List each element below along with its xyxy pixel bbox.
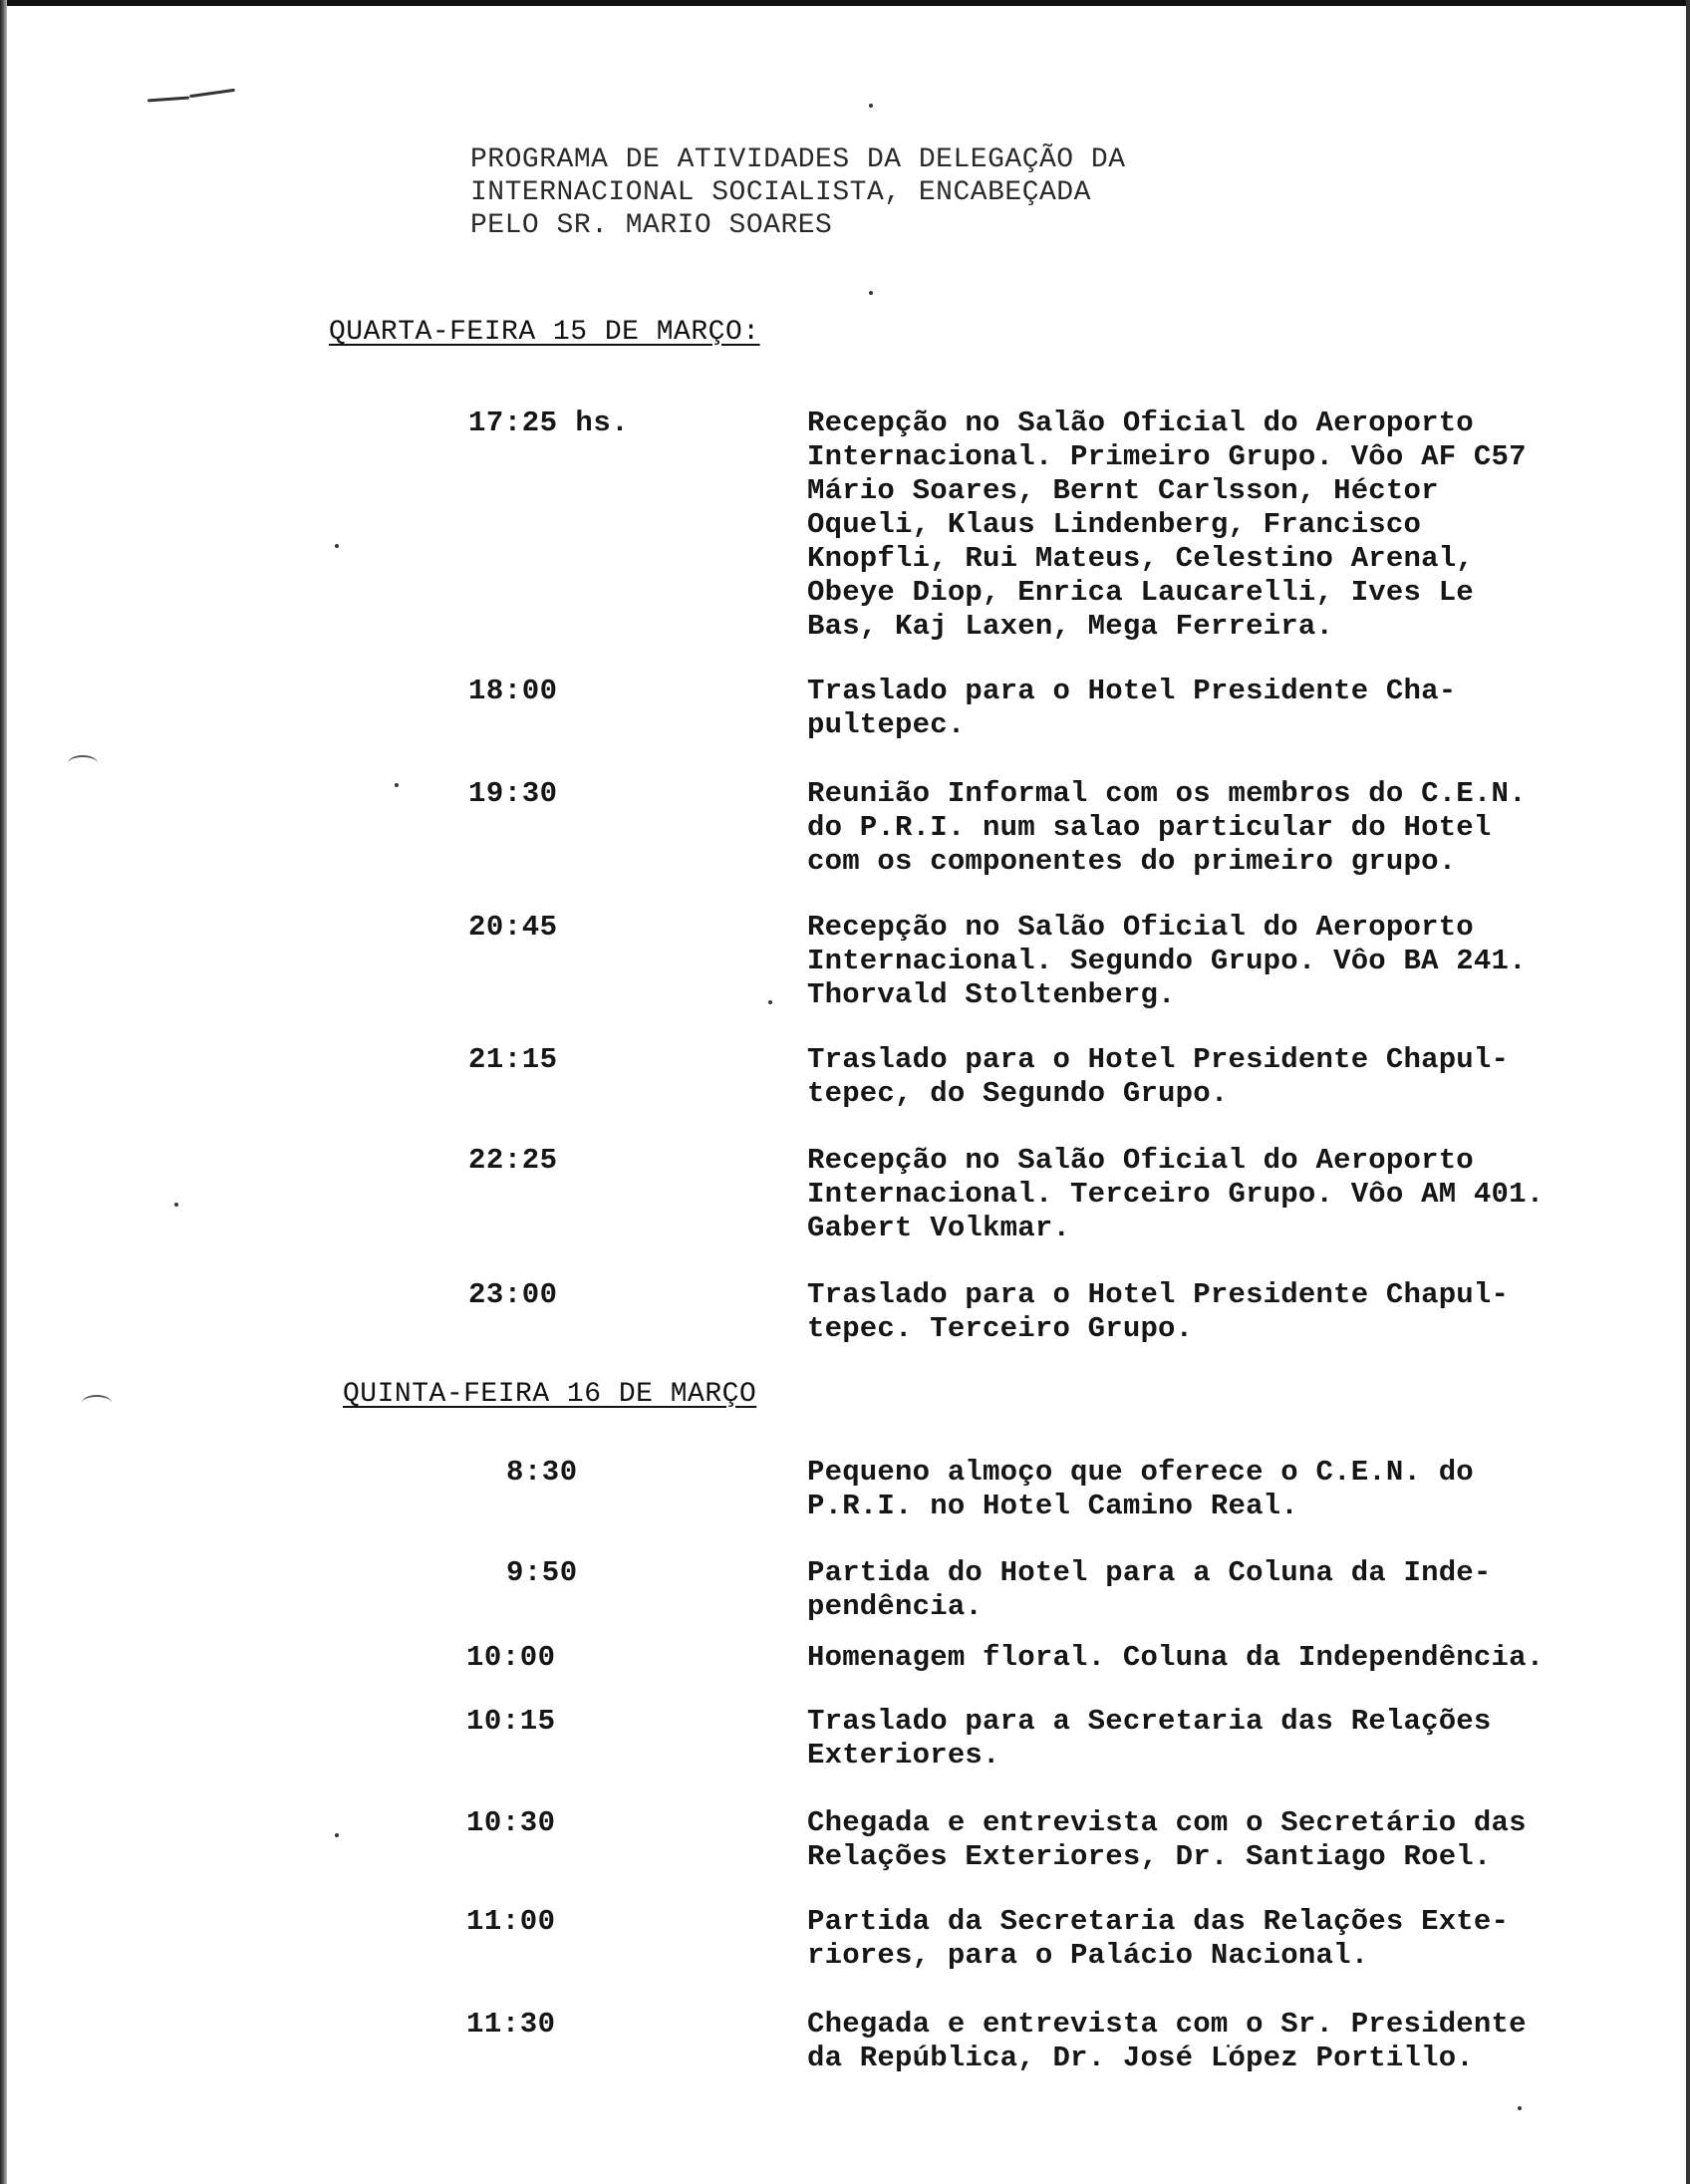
scan-artifact-curve (68, 755, 98, 771)
scan-speck (1518, 2106, 1522, 2110)
day-heading: QUINTA-FEIRA 16 DE MARÇO (343, 1379, 757, 1410)
title-line: INTERNACIONAL SOCIALISTA, ENCABEÇADA (470, 177, 1091, 208)
scan-artifact-curve (82, 1395, 112, 1411)
document-title (470, 143, 1126, 242)
scan-speck (768, 1000, 772, 1004)
entry-description: Chegada e entrevista com o Sr. Presidente da República, Dr. José López Portillo. (807, 2008, 1527, 2074)
scan-speck (174, 1203, 178, 1207)
entry-description: Traslado para o Hotel Presidente Chapul- tepec, do Segundo Grupo. (807, 1043, 1510, 1110)
entry-description: Chegada e entrevista com o Secretário das Relações Exteriores, Dr. Santiago Roel. (807, 1806, 1527, 1873)
entry-time: 18:00 (468, 675, 558, 707)
entry-time: 10:00 (466, 1641, 556, 1674)
entry-time: 20:45 (468, 911, 558, 944)
scan-border-top (0, 0, 1690, 6)
entry-time: 19:30 (468, 777, 558, 810)
entry-description: Reunião Informal com os membros do C.E.N. do P.R.I. num salao particular do Hotel com os componentes do primeiro grupo. (807, 777, 1527, 878)
entry-time: 17:25 hs. (468, 407, 630, 439)
entry-time: 22:25 (468, 1144, 558, 1177)
entry-time: 10:15 (466, 1705, 556, 1738)
entry-description: Recepção no Salão Oficial do Aeroporto Internacional. Segundo Grupo. Vôo BA 241. Thorvald Stoltenberg. (807, 911, 1527, 1011)
scan-border-right (1686, 0, 1690, 2184)
entry-time: 21:15 (468, 1043, 558, 1076)
entry-description: Pequeno almoço que oferece o C.E.N. do P.R.I. no Hotel Camino Real. (807, 1456, 1474, 1522)
entry-description: Homenagem floral. Coluna da Independência. (807, 1641, 1545, 1674)
entry-description: Traslado para o Hotel Presidente Cha- pultepec. (807, 675, 1457, 741)
entry-time: 8:30 (506, 1456, 578, 1489)
scan-speck (869, 104, 873, 108)
entry-time: 9:50 (506, 1556, 578, 1589)
entry-description: Partida do Hotel para a Coluna da Inde- pendência. (807, 1556, 1492, 1623)
scan-speck (335, 1833, 339, 1837)
entry-description: Recepção no Salão Oficial do Aeroporto Internacional. Terceiro Grupo. Vôo AM 401. Gabert Volkmar. (807, 1144, 1545, 1244)
entry-time: 11:30 (466, 2008, 556, 2041)
scan-speck (869, 291, 873, 295)
title-line: PELO SR. MARIO SOARES (470, 210, 833, 241)
title-line: PROGRAMA DE ATIVIDADES DA DELEGAÇÃO DA (470, 144, 1126, 175)
entry-time: 10:30 (466, 1806, 556, 1839)
scan-artifact-mark (147, 97, 189, 103)
entry-description: Partida da Secretaria das Relações Exte- riores, para o Palácio Nacional. (807, 1905, 1510, 1972)
entry-time: 23:00 (468, 1278, 558, 1311)
entry-description: Recepção no Salão Oficial do Aeroporto Internacional. Primeiro Grupo. Vôo AF C57 Mário Soares, Bernt Carlsson, Héctor Oqueli, Klaus Lindenberg, Francisco Knopfli, Rui Mateus, Celestino Arenal, Obeye Diop, Enrica Laucarelli, Ives Le Bas, Kaj Laxen, Mega Ferreira. (807, 407, 1527, 643)
scan-speck (395, 783, 399, 787)
entry-description: Traslado para o Hotel Presidente Chapul- tepec. Terceiro Grupo. (807, 1278, 1510, 1345)
scan-border-left (0, 0, 7, 2184)
scan-speck (335, 544, 339, 548)
scan-artifact-mark (189, 89, 235, 98)
entry-time: 11:00 (466, 1905, 556, 1938)
day-heading: QUARTA-FEIRA 15 DE MARÇO: (329, 317, 760, 348)
entry-description: Traslado para a Secretaria das Relações Exteriores. (807, 1705, 1492, 1772)
